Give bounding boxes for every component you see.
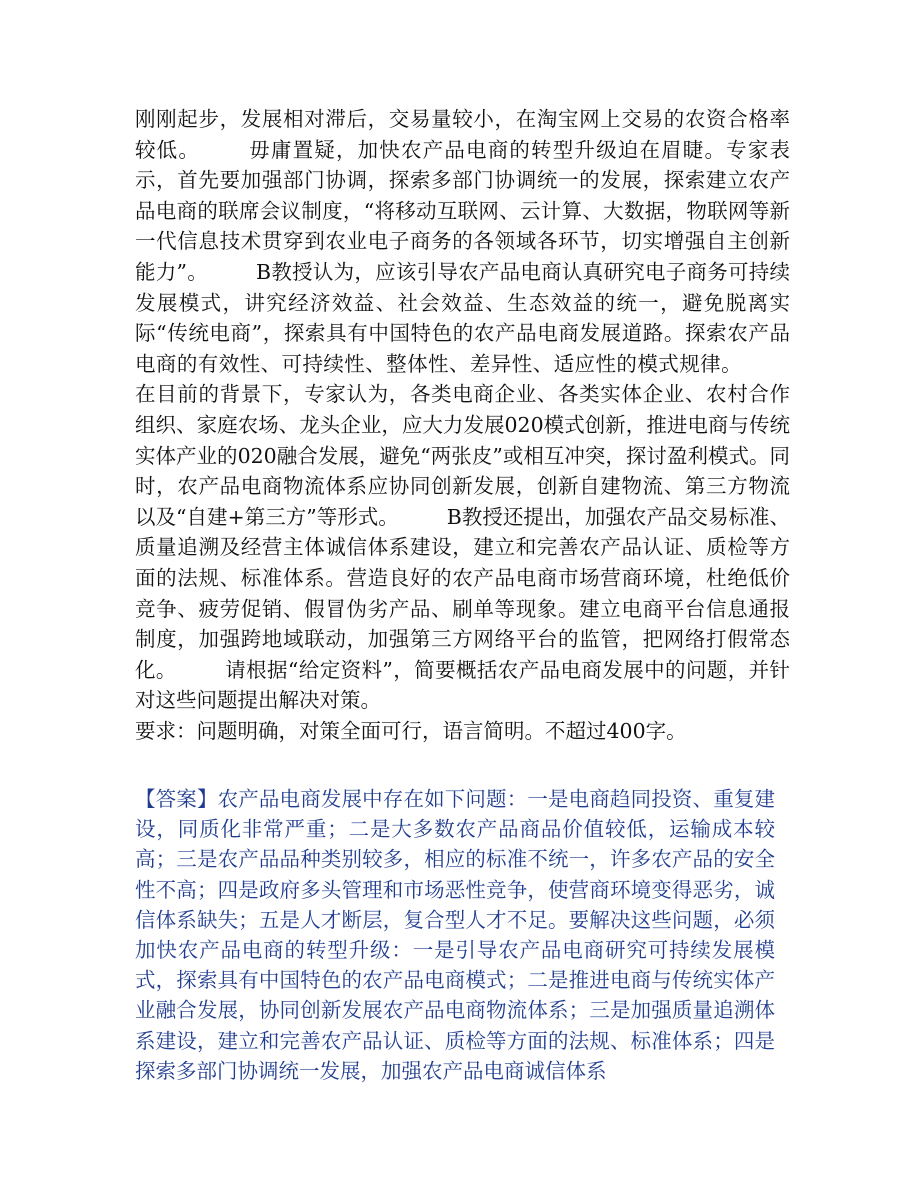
material-segment-3: B教授认为，应该引导农产品电商认真研究电子商务可持续发展模式，讲究经济效益、社会效益、生态效益的统一，避免脱离实际“传统电商”，探索具有中国特色的农产品电商发展道路。探索农产品电商的有效性、可持续性、整体性、差异性、适应性的模式规律。 bbox=[135, 259, 790, 376]
material-segment-1: 刚刚起步，发展相对滞后，交易量较小，在淘宝网上交易的农资合格率较低。 bbox=[135, 107, 790, 162]
material-paragraph bbox=[135, 104, 790, 746]
material-segment-2: 毋庸置疑，加快农产品电商的转型升级迫在眉睫。专家表示，首先要加强部门协调，探索多部门协调统一的发展，探索建立农产品电商的联席会议制度，“将移动互联网、云计算、大数据，物联网等新一代信息技术贯穿到农业电子商务的各领域各环节，切实增强自主创新能力”。 bbox=[135, 137, 791, 284]
material-segment-5: B教授还提出，加强农产品交易标准、质量追溯及经营主体诚信体系建设，建立和完善农产品认证、质检等方面的法规、标准体系。营造良好的农产品电商市场营商环境，杜绝低价竞争、疲劳促销、假冒伪劣产品、刷单等现象。建立电商平台信息通报制度，加强跨地域联动，加强第三方网络平台的监管，把网络打假常态化。 bbox=[135, 504, 790, 682]
requirement-line: 要求：问题明确，对策全面可行，语言简明。不超过400字。 bbox=[135, 718, 687, 743]
question-prompt: 请根据“给定资料”，简要概括农产品电商发展中的问题，并针对这些问题提出解决对策。 bbox=[135, 657, 791, 713]
material-segment-4: 在目前的背景下，专家认为，各类电商企业、各类实体企业、农村合作组织、家庭农场、龙头企业，应大力发展020模式创新，推进电商与传统实体产业的020融合发展，避免“两张皮”或相互冲突，探讨盈利模式。同时，农产品电商物流体系应协同创新发展，创新自建物流、第三方物流以及“自建+第三方”等形式。 bbox=[135, 382, 790, 529]
answer-paragraph: 【答案】农产品电商发展中存在如下问题：一是电商趋同投资、重复建设，同质化非常严重；二是大多数农产品商品价值较低，运输成本较高；三是农产品品种类别较多，相应的标准不统一，许多农产品的安全性不高；四是政府多头管理和市场恶性竞争，使营商环境变得恶劣，诚信体系缺失；五是人才断层，复合型人才不足。要解决这些问题，必须加快农产品电商的转型升级：一是引导农产品电商研究可持续发展模式，探索具有中国特色的农产品电商模式；二是推进电商与传统实体产业融合发展，协同创新发展农产品电商物流体系；三是加强质量追溯体系建设，建立和完善农产品认证、质检等方面的法规、标准体系；四是探索多部门协调统一发展，加强农产品电商诚信体系 bbox=[135, 787, 775, 1083]
